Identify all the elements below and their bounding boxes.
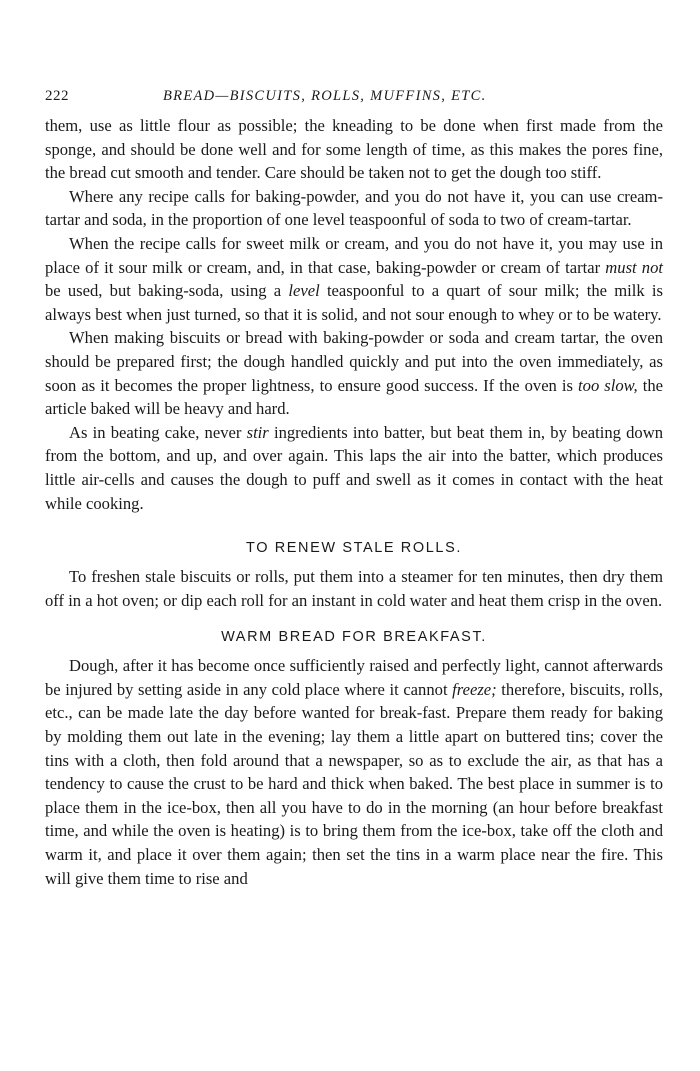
- emphasis: too slow,: [578, 375, 638, 395]
- paragraph-sour-milk: [45, 232, 663, 326]
- running-title: BREAD—BISCUITS, ROLLS, MUFFINS, ETC.: [163, 88, 487, 104]
- emphasis: stir: [246, 422, 269, 442]
- section-heading-renew-stale-rolls: TO RENEW STALE ROLLS.: [246, 540, 462, 557]
- text-run: be used, but baking-soda, using a: [45, 281, 289, 301]
- paragraph-continued: them, use as little flour as possible; the kneading to be done when first made from the sponge, and should be done well and for some length of time, as this makes the pores fine, the bread cut smooth and tender. Care should be taken not to get the dough too stiff.: [45, 116, 663, 183]
- paragraph-warm-bread: [45, 654, 663, 890]
- section-heading-warm-bread: WARM BREAD FOR BREAKFAST.: [221, 629, 487, 646]
- text-run: teaspoonful to a quart of sour milk; the milk is always best when just turned, so that it is solid, and not sour enough to whey or to be watery.: [45, 281, 663, 324]
- book-page: [45, 88, 663, 890]
- emphasis: freeze;: [452, 679, 497, 699]
- text-run: When making biscuits or bread with baking-powder or soda and cream tartar, the oven should be prepared first; the dough handled quickly and put into the oven immediately, as soon as it becomes the proper lightness, to ensure good success. If the oven is: [45, 328, 663, 395]
- text-run: therefore, biscuits, rolls, etc., can be made late the day before wanted for break-fast. Prepare them ready for baking by molding them out late in the evening; lay them a little apart on buttered tins; cover the tins with a cloth, then fold around that a newspaper, so as to exclude the air, as that has a tendency to cause the crust to be hard and thick when baked. The best place in summer is to place them in the ice-box, then all you have to do in the morning (an hour before breakfast time, and while the oven is heating) is to bring them from the ice-box, take off the cloth and warm it, and place it over them again; then set the tins in a warm place near the fire. This will give them time to rise and: [45, 679, 663, 888]
- paragraph-beating-batter: [45, 421, 663, 515]
- text-run: As in beating cake, never: [69, 422, 247, 442]
- running-head: [45, 88, 663, 114]
- paragraph-renew-stale-rolls: To freshen stale biscuits or rolls, put them into a steamer for ten minutes, then dry them off in a hot oven; or dip each roll for an instant in cold water and heat them crisp in the oven.: [45, 567, 663, 610]
- text-run: Dough, after it has become once sufficiently raised and perfectly light, cannot afterwards be injured by setting aside in any cold place where it cannot: [45, 656, 663, 699]
- paragraph-baking-powder-substitute: Where any recipe calls for baking-powder, and you do not have it, you can use cream-tartar and soda, in the proportion of one level teaspoonful of soda to two of cream-tartar.: [45, 186, 663, 230]
- text-run: the article baked will be heavy and hard.: [45, 375, 664, 419]
- paragraph-oven-preparation: [45, 326, 663, 420]
- emphasis: level: [288, 281, 320, 301]
- text-run: When the recipe calls for sweet milk or cream, and you do not have it, you may use in place of it sour milk or cream, and, in that case, baking-powder or cream of tartar: [45, 233, 663, 277]
- text-run: ingredients into batter, but beat them in, by beating down from the bottom, and up, and over again. This laps the air into the batter, which produces little air-cells and causes the dough to puff and swell as it comes in contact with the heat while cooking.: [45, 422, 663, 513]
- emphasis: must not: [605, 257, 664, 277]
- page-number: 222: [45, 88, 69, 104]
